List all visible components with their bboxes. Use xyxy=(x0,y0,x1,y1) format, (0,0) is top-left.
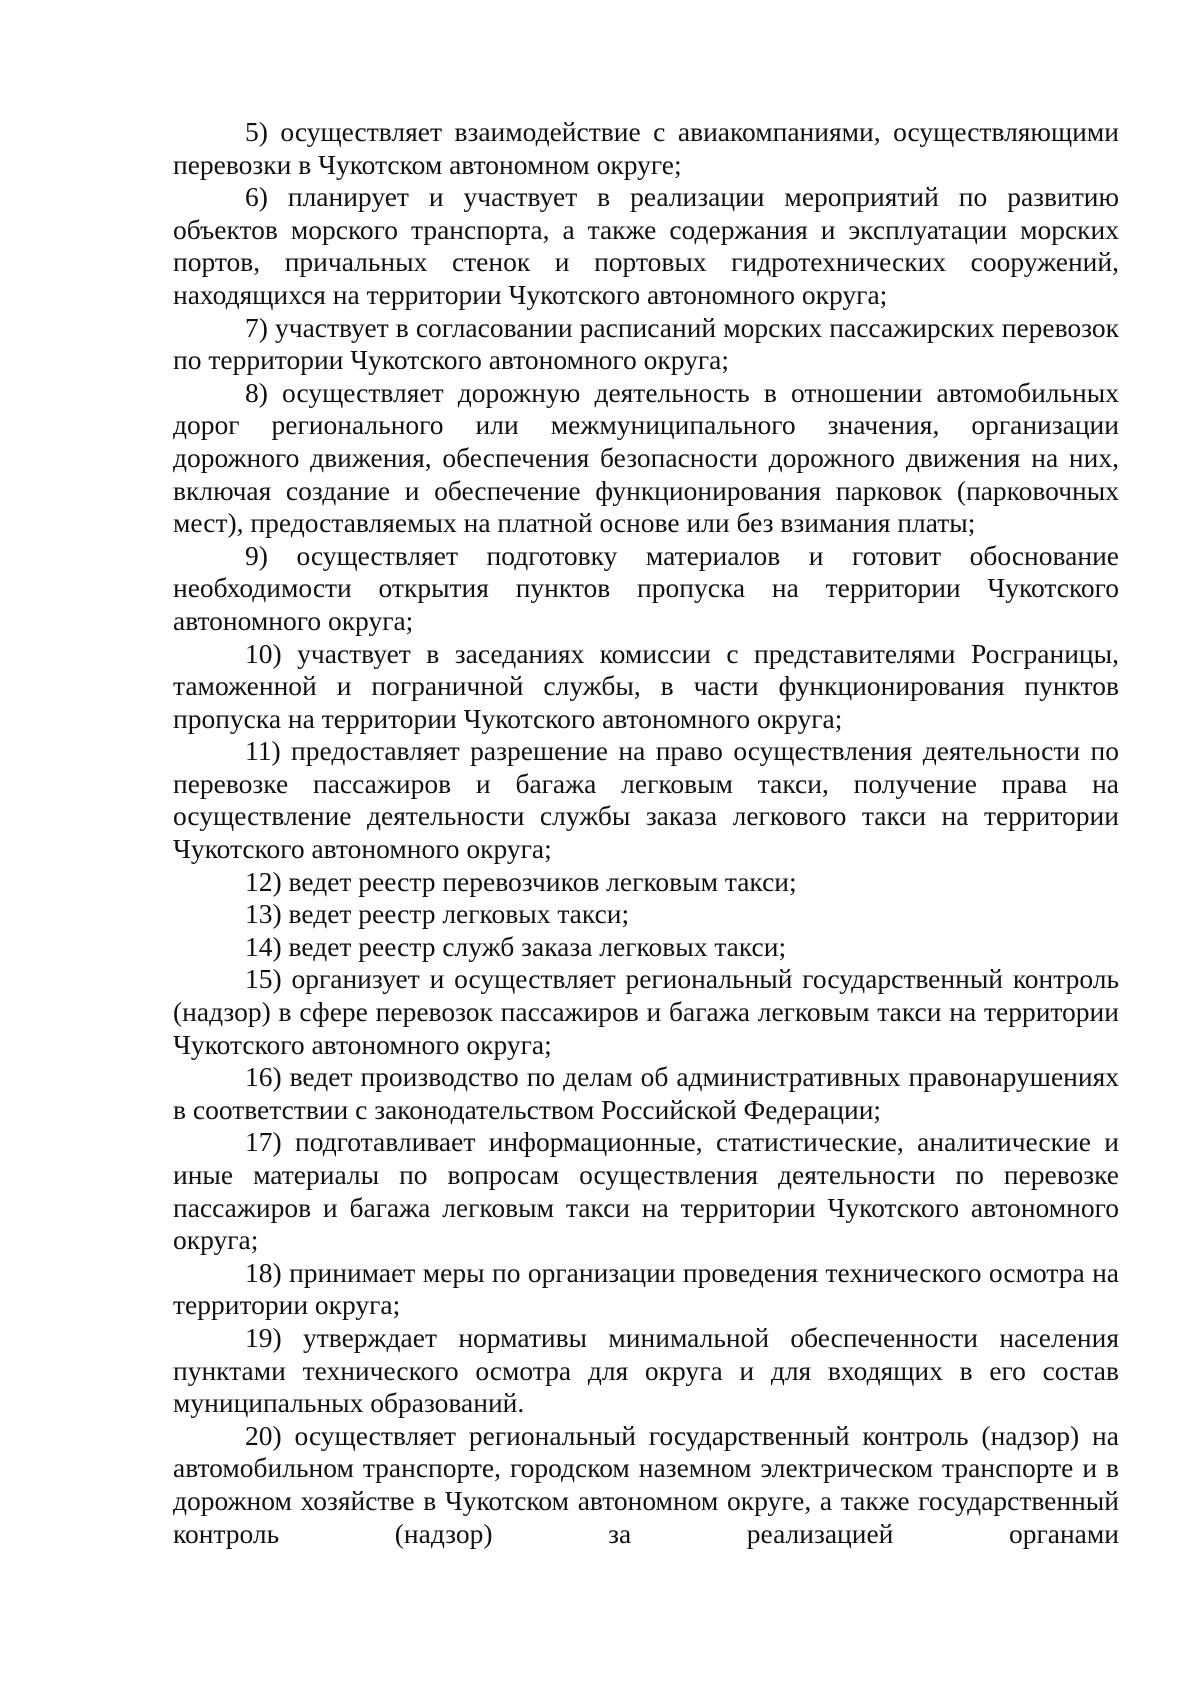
paragraph-item-16: 16) ведет производство по делам об административных правонарушениях в соответствии с законодательством Российской Федерации; xyxy=(173,1061,1119,1125)
paragraph-item-12: 12) ведет реестр перевозчиков легковым такси; xyxy=(245,865,797,897)
paragraph-item-19: 19) утверждает нормативы минимальной обеспеченности населения пунктами технического осмотра для округа и для входящих в его состав муниципальных образований. xyxy=(173,1321,1119,1419)
paragraph-item-15: 15) организует и осуществляет региональный государственный контроль (надзор) в сфере перевозок пассажиров и багажа легковым такси на территории Чукотского автономного округа; xyxy=(173,963,1119,1060)
paragraph-item-5: 5) осуществляет взаимодействие с авиакомпаниями, осуществляющими перевозки в Чукотском автономном округе; xyxy=(173,116,1119,180)
paragraph-item-6: 6) планирует и участвует в реализации мероприятий по развитию объектов морского транспорта, а также содержания и эксплуатации морских портов, причальных стенок и портовых гидротехнических сооружений, находящихся на территории Чукотского автономного округа; xyxy=(173,181,1119,310)
paragraph-item-8: 8) осуществляет дорожную деятельность в отношении автомобильных дорог регионального или межмуниципального значения, организации дорожного движения, обеспечения безопасности дорожного движения на них, включая создание и обеспечение функционирования парковок (парковочных мест), предоставляемых на платной основе или без взимания платы; xyxy=(173,376,1119,539)
paragraph-item-10: 10) участвует в заседаниях комиссии с представителями Росграницы, таможенной и пограничной службы, в части функционирования пунктов пропуска на территории Чукотского автономного округа; xyxy=(173,637,1119,734)
paragraph-item-7: 7) участвует в согласовании расписаний морских пассажирских перевозок по территории Чукотского автономного округа; xyxy=(173,311,1119,376)
paragraph-item-18: 18) принимает меры по организации проведения технического осмотра на территории округа; xyxy=(173,1256,1119,1321)
document-body xyxy=(173,116,1119,1550)
paragraph-item-20: 20) осуществляет региональный государственный контроль (надзор) на автомобильном транспорте, городском наземном электрическом транспорте и в дорожном хозяйстве в Чукотском автономном округе, а также государственный контроль (надзор) за реализацией органами xyxy=(173,1419,1119,1549)
paragraph-item-9: 9) осуществляет подготовку материалов и готовит обоснование необходимости открытия пунктов пропуска на территории Чукотского автономного округа; xyxy=(173,539,1119,636)
paragraph-item-17: 17) подготавливает информационные, статистические, аналитические и иные материалы по вопросам осуществления деятельности по перевозке пассажиров и багажа легковым такси на территории Чукотского автономного округа; xyxy=(173,1126,1119,1256)
paragraph-item-13: 13) ведет реестр легковых такси; xyxy=(245,898,630,930)
paragraph-item-14: 14) ведет реестр служб заказа легковых такси; xyxy=(245,930,787,962)
paragraph-item-11: 11) предоставляет разрешение на право осуществления деятельности по перевозке пассажиров и багажа легковым такси, получение права на осуществление деятельности службы заказа легкового такси на территории Чукотского автономного округа; xyxy=(173,735,1119,865)
